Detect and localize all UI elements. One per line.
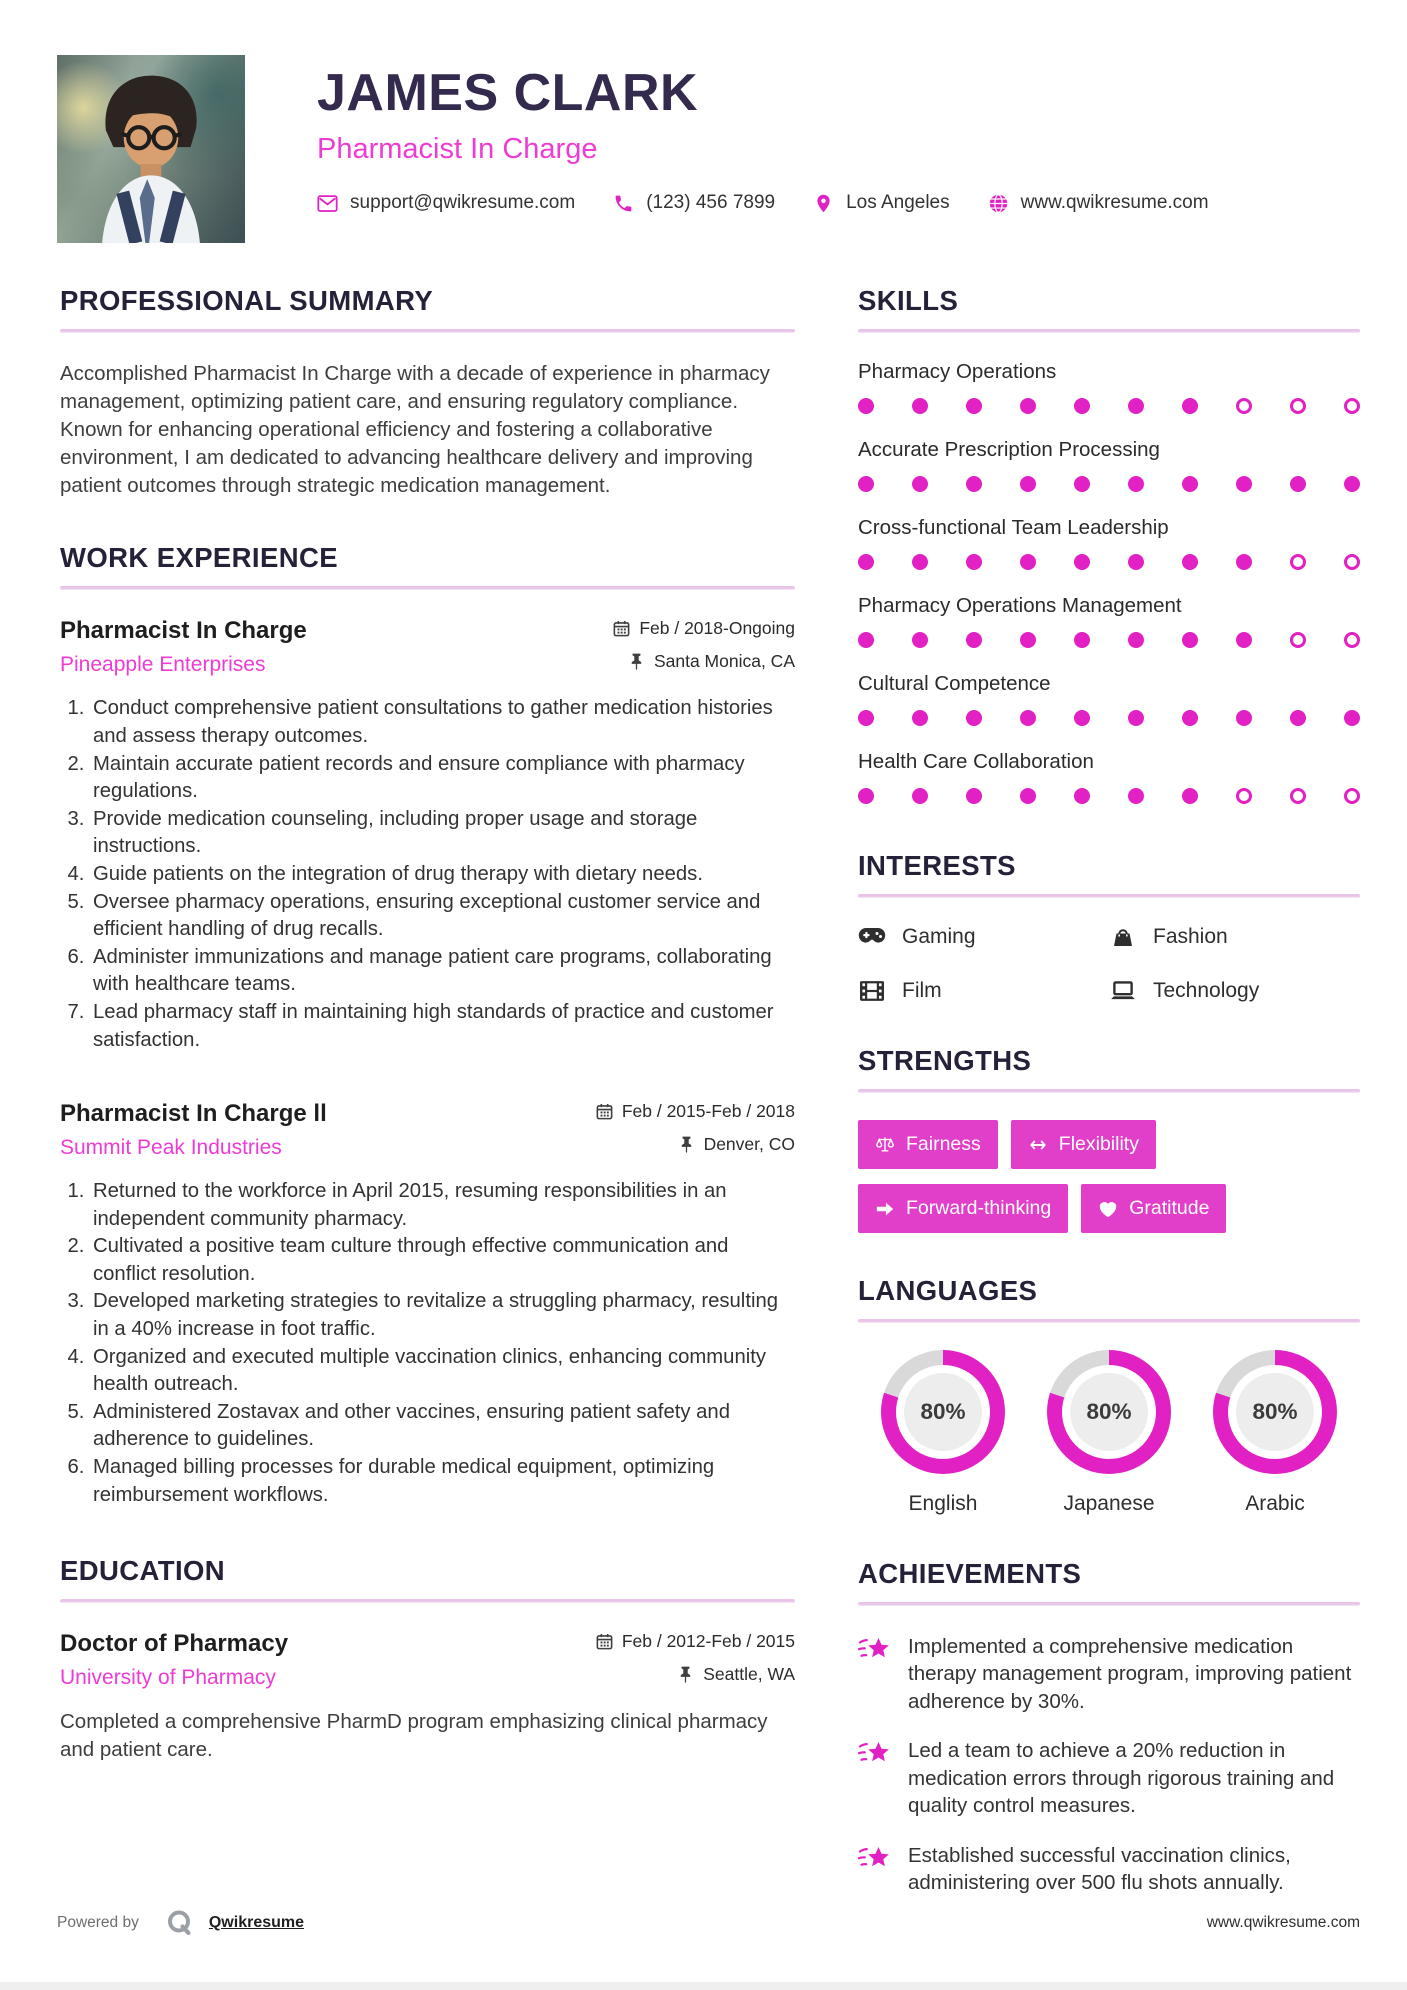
skill-dots: [858, 554, 1360, 570]
strength-badge: [1011, 1120, 1156, 1169]
section-divider: [858, 329, 1360, 333]
skill-dot-empty: [1236, 788, 1252, 804]
skill-dot-filled: [966, 710, 982, 726]
summary-heading: PROFESSIONAL SUMMARY: [60, 285, 434, 316]
interest-label: Gaming: [902, 925, 976, 948]
language-donut: [1047, 1350, 1171, 1474]
skills-list: [858, 360, 1360, 804]
contact-text: support@qwikresume.com: [350, 192, 576, 213]
calendar-icon: [595, 1102, 614, 1121]
skill-dot-filled: [1020, 632, 1036, 648]
calendar-icon: [612, 619, 631, 638]
skill-dot-filled: [1290, 476, 1306, 492]
language-name: English: [908, 1492, 978, 1515]
skill-dot-filled: [966, 788, 982, 804]
skill-dot-filled: [858, 554, 874, 570]
job-list: [60, 617, 795, 1509]
contact-text: www.qwikresume.com: [1020, 192, 1209, 213]
pushpin-icon: [677, 1135, 696, 1154]
skill-dot-empty: [1290, 632, 1306, 648]
strength-label: Flexibility: [1058, 1133, 1139, 1155]
skill-dot-filled: [966, 632, 982, 648]
globe-icon: [988, 193, 1009, 214]
job-company: Pineapple Enterprises: [60, 653, 266, 677]
education-date: [595, 1631, 795, 1652]
job-date-text: Feb / 2015-Feb / 2018: [621, 1101, 795, 1122]
job-entry: [60, 617, 795, 1054]
skill-dot-filled: [1074, 710, 1090, 726]
job-location: [627, 651, 795, 672]
skill-dot-filled: [858, 398, 874, 414]
laptop-icon: [1109, 979, 1137, 1003]
skill-dot-empty: [1344, 398, 1360, 414]
skill-item: [858, 438, 1360, 492]
job-duty: 3. Provide medication counseling, including proper usage and storage instructions.: [90, 806, 795, 861]
strength-label: Fairness: [906, 1133, 981, 1155]
skill-dot-filled: [858, 788, 874, 804]
contact-row: [317, 192, 1209, 214]
interests-section: [858, 850, 1360, 1003]
achievement-text: Implemented a comprehensive medication therapy management program, improving patient adherence by 30%.: [908, 1635, 1352, 1713]
skill-dots: [858, 788, 1360, 804]
section-divider: [60, 1599, 795, 1603]
qwikresume-logo-icon: [165, 1908, 195, 1938]
job-date: [612, 618, 795, 639]
skill-dot-filled: [1020, 788, 1036, 804]
skill-dot-empty: [1344, 632, 1360, 648]
job-location-text: Denver, CO: [703, 1134, 795, 1155]
interest-item: [858, 925, 1109, 949]
skill-dot-filled: [912, 398, 928, 414]
skill-dot-filled: [1236, 554, 1252, 570]
job-duty: 5. Administered Zostavax and other vaccines, ensuring patient safety and adherence to guidelines.: [90, 1399, 795, 1454]
interest-item: [858, 979, 1109, 1003]
job-company: Summit Peak Industries: [60, 1136, 282, 1160]
phone-icon: [613, 193, 634, 214]
film-icon: [858, 979, 886, 1003]
section-divider: [60, 329, 795, 333]
skill-name: Pharmacy Operations Management: [858, 594, 1182, 617]
skill-dot-filled: [1128, 632, 1144, 648]
contact-item: [613, 192, 775, 214]
contact-item: [317, 192, 575, 214]
job-title: Pharmacist In Charge: [60, 617, 307, 645]
skill-dot-empty: [1290, 554, 1306, 570]
job-duties: [60, 1178, 795, 1509]
interests-heading: INTERESTS: [858, 850, 1016, 881]
skill-dot-filled: [1020, 554, 1036, 570]
skill-dot-filled: [1128, 398, 1144, 414]
powered-by-label: Powered by: [57, 1914, 139, 1931]
education-description: Completed a comprehensive PharmD program emphasizing clinical pharmacy and patient care.: [60, 1710, 768, 1762]
job-title: Pharmacist In Charge ll: [60, 1100, 327, 1128]
skill-dot-filled: [1236, 710, 1252, 726]
strength-badge: [858, 1184, 1068, 1233]
language-donut: [1213, 1350, 1337, 1474]
skill-dot-filled: [1182, 788, 1198, 804]
location-icon: [813, 193, 834, 214]
content-columns: [0, 243, 1407, 1919]
degree-title: Doctor of Pharmacy: [60, 1630, 289, 1658]
job-duty: 2. Cultivated a positive team culture through effective communication and conflict resolution.: [90, 1233, 795, 1288]
work-section: [60, 542, 795, 1509]
email-icon: [317, 193, 338, 214]
skill-item: [858, 672, 1360, 726]
pushpin-icon: [627, 652, 646, 671]
skill-dot-filled: [1020, 476, 1036, 492]
language-percent: 80%: [1236, 1373, 1314, 1451]
interest-item: [1109, 925, 1360, 949]
skill-dot-filled: [858, 632, 874, 648]
skill-dot-empty: [1290, 398, 1306, 414]
skill-dot-filled: [912, 710, 928, 726]
skill-dot-filled: [1182, 554, 1198, 570]
interests-grid: [858, 925, 1360, 1003]
shooting-star-icon: [858, 1737, 892, 1819]
calendar-icon: [595, 1632, 614, 1651]
strength-badge: [858, 1120, 998, 1169]
education-location-text: Seattle, WA: [703, 1664, 795, 1685]
language-percent: 80%: [904, 1373, 982, 1451]
skill-name: Cultural Competence: [858, 672, 1051, 695]
left-column: [60, 285, 795, 1764]
skills-section: [858, 285, 1360, 804]
job-duty: 7. Lead pharmacy staff in maintaining high standards of practice and customer satisfaction.: [90, 999, 795, 1054]
interest-label: Film: [902, 979, 942, 1002]
job-duty: 1. Conduct comprehensive patient consultations to gather medication histories and assess therapy outcomes.: [90, 695, 795, 750]
job-duties: [60, 695, 795, 1054]
right-column: [858, 285, 1360, 1919]
skill-dot-filled: [1074, 788, 1090, 804]
job-date: [595, 1101, 795, 1122]
achievements-heading: ACHIEVEMENTS: [858, 1558, 1082, 1589]
contact-item: [988, 192, 1209, 214]
skill-dot-filled: [1020, 398, 1036, 414]
skill-dot-filled: [1236, 476, 1252, 492]
skill-dot-filled: [966, 554, 982, 570]
arrows-icon: [1028, 1135, 1048, 1155]
language-item: [868, 1350, 1018, 1516]
skill-dot-filled: [1074, 476, 1090, 492]
skill-dots: [858, 398, 1360, 414]
language-percent: 80%: [1070, 1373, 1148, 1451]
job-duty: 1. Returned to the workforce in April 2015, resuming responsibilities in an independent community pharmacy.: [90, 1178, 795, 1233]
profile-photo-illustration: [57, 55, 245, 243]
languages-list: [858, 1350, 1360, 1516]
contact-text: Los Angeles: [846, 192, 950, 213]
skill-dot-filled: [1236, 632, 1252, 648]
school-name: University of Pharmacy: [60, 1666, 276, 1690]
skill-dot-empty: [1290, 788, 1306, 804]
skill-dot-filled: [1182, 398, 1198, 414]
education-date-text: Feb / 2012-Feb / 2015: [621, 1631, 795, 1652]
skill-name: Cross-functional Team Leadership: [858, 516, 1169, 539]
strength-label: Forward-thinking: [906, 1197, 1052, 1219]
skill-dot-filled: [912, 788, 928, 804]
strengths-heading: STRENGTHS: [858, 1045, 1032, 1076]
section-divider: [858, 894, 1360, 898]
section-divider: [858, 1319, 1360, 1323]
skill-item: [858, 750, 1360, 804]
skill-dot-filled: [1128, 554, 1144, 570]
summary-section: [60, 285, 795, 500]
skill-item: [858, 594, 1360, 648]
job-duty: 6. Managed billing processes for durable medical equipment, optimizing reimbursement workflows.: [90, 1454, 795, 1509]
job-location: [677, 1134, 795, 1155]
languages-heading: LANGUAGES: [858, 1275, 1038, 1306]
work-heading: WORK EXPERIENCE: [60, 542, 338, 574]
skill-dot-filled: [858, 476, 874, 492]
education-location: [676, 1664, 795, 1685]
skill-dot-filled: [912, 632, 928, 648]
skill-dot-filled: [1344, 710, 1360, 726]
achievement-item: [858, 1842, 1360, 1897]
shooting-star-icon: [858, 1633, 892, 1715]
language-item: [1200, 1350, 1350, 1516]
language-donut: [881, 1350, 1005, 1474]
job-duty: 4. Guide patients on the integration of drug therapy with dietary needs.: [90, 861, 795, 889]
skill-dots: [858, 476, 1360, 492]
strength-label: Gratitude: [1129, 1197, 1210, 1219]
job-duty: 4. Organized and executed multiple vaccination clinics, enhancing community health outreach.: [90, 1344, 795, 1399]
skill-dot-empty: [1344, 554, 1360, 570]
skill-dot-filled: [1128, 710, 1144, 726]
skill-dot-filled: [966, 476, 982, 492]
achievements-list: [858, 1633, 1360, 1897]
resume-header: [0, 0, 1407, 243]
interest-label: Fashion: [1153, 925, 1228, 948]
pushpin-icon: [676, 1665, 695, 1684]
job-duty: 5. Oversee pharmacy operations, ensuring exceptional customer service and efficient handling of drug recalls.: [90, 889, 795, 944]
section-divider: [858, 1089, 1360, 1093]
page-footer: [57, 1908, 1360, 1938]
education-entry: [60, 1630, 795, 1764]
skill-dot-filled: [1182, 710, 1198, 726]
section-divider: [858, 1602, 1360, 1606]
contact-text: (123) 456 7899: [646, 192, 776, 213]
language-name: Japanese: [1063, 1492, 1155, 1515]
skill-dot-filled: [1182, 476, 1198, 492]
education-heading: EDUCATION: [60, 1555, 226, 1587]
achievement-text: Established successful vaccination clinics, administering over 500 flu shots annually.: [908, 1843, 1291, 1895]
skill-dot-filled: [1074, 554, 1090, 570]
languages-section: [858, 1275, 1360, 1516]
skill-name: Pharmacy Operations: [858, 360, 1057, 383]
job-location-text: Santa Monica, CA: [653, 651, 795, 672]
skill-dot-filled: [858, 710, 874, 726]
interest-item: [1109, 979, 1360, 1003]
skills-heading: SKILLS: [858, 285, 959, 316]
skill-dot-filled: [1074, 398, 1090, 414]
gamepad-icon: [858, 925, 886, 949]
skill-dot-filled: [1128, 788, 1144, 804]
job-date-text: Feb / 2018-Ongoing: [639, 618, 795, 639]
strength-badge: [1081, 1184, 1226, 1233]
achievement-item: [858, 1737, 1360, 1819]
scales-icon: [875, 1135, 895, 1155]
skill-dot-filled: [1344, 476, 1360, 492]
heart-icon: [1098, 1199, 1118, 1219]
strengths-section: [858, 1045, 1360, 1233]
section-divider: [60, 586, 795, 590]
skill-dot-filled: [1290, 710, 1306, 726]
job-duty: 3. Developed marketing strategies to revitalize a struggling pharmacy, resulting in a 40% increase in foot traffic.: [90, 1288, 795, 1343]
skill-item: [858, 360, 1360, 414]
profile-photo: [57, 55, 245, 243]
language-name: Arabic: [1245, 1492, 1305, 1515]
skill-dot-filled: [966, 398, 982, 414]
skill-dots: [858, 710, 1360, 726]
shooting-star-icon: [858, 1842, 892, 1897]
page-bottom-strip: [0, 1982, 1407, 1990]
skill-dot-empty: [1236, 398, 1252, 414]
job-entry: [60, 1100, 795, 1509]
summary-text: Accomplished Pharmacist In Charge with a decade of experience in pharmacy management, optimizing patient care, and ensuring regulatory compliance. Known for enhancing operational efficiency and fostering a collaborative environment, I am dedicated to advancing healthcare delivery and improving patient outcomes through strategic medication management.: [60, 362, 770, 498]
qwikresume-link[interactable]: Qwikresume: [208, 1914, 305, 1931]
skill-dot-filled: [912, 554, 928, 570]
education-section: [60, 1555, 795, 1764]
achievement-text: Led a team to achieve a 20% reduction in medication errors through rigorous training and quality control measures.: [908, 1739, 1335, 1818]
skill-dot-filled: [1182, 632, 1198, 648]
skill-name: Accurate Prescription Processing: [858, 438, 1160, 461]
skill-item: [858, 516, 1360, 570]
skill-dot-filled: [1128, 476, 1144, 492]
job-duty: 2. Maintain accurate patient records and ensure compliance with pharmacy regulations.: [90, 751, 795, 806]
achievements-section: [858, 1558, 1360, 1897]
footer-website: www.qwikresume.com: [1206, 1914, 1360, 1931]
skill-dot-filled: [1074, 632, 1090, 648]
job-duty: 6. Administer immunizations and manage patient care programs, collaborating with healthcare teams.: [90, 944, 795, 999]
arrow-right-icon: [875, 1199, 895, 1219]
achievement-item: [858, 1633, 1360, 1715]
skill-dot-filled: [1020, 710, 1036, 726]
person-name: JAMES CLARK: [317, 64, 699, 122]
skill-name: Health Care Collaboration: [858, 750, 1094, 773]
language-item: [1034, 1350, 1184, 1516]
contact-item: [813, 192, 950, 214]
strengths-badges: [858, 1120, 1360, 1233]
handbag-icon: [1109, 925, 1137, 949]
skill-dots: [858, 632, 1360, 648]
skill-dot-empty: [1344, 788, 1360, 804]
interest-label: Technology: [1153, 979, 1260, 1002]
skill-dot-filled: [912, 476, 928, 492]
person-title: Pharmacist In Charge: [317, 133, 598, 165]
